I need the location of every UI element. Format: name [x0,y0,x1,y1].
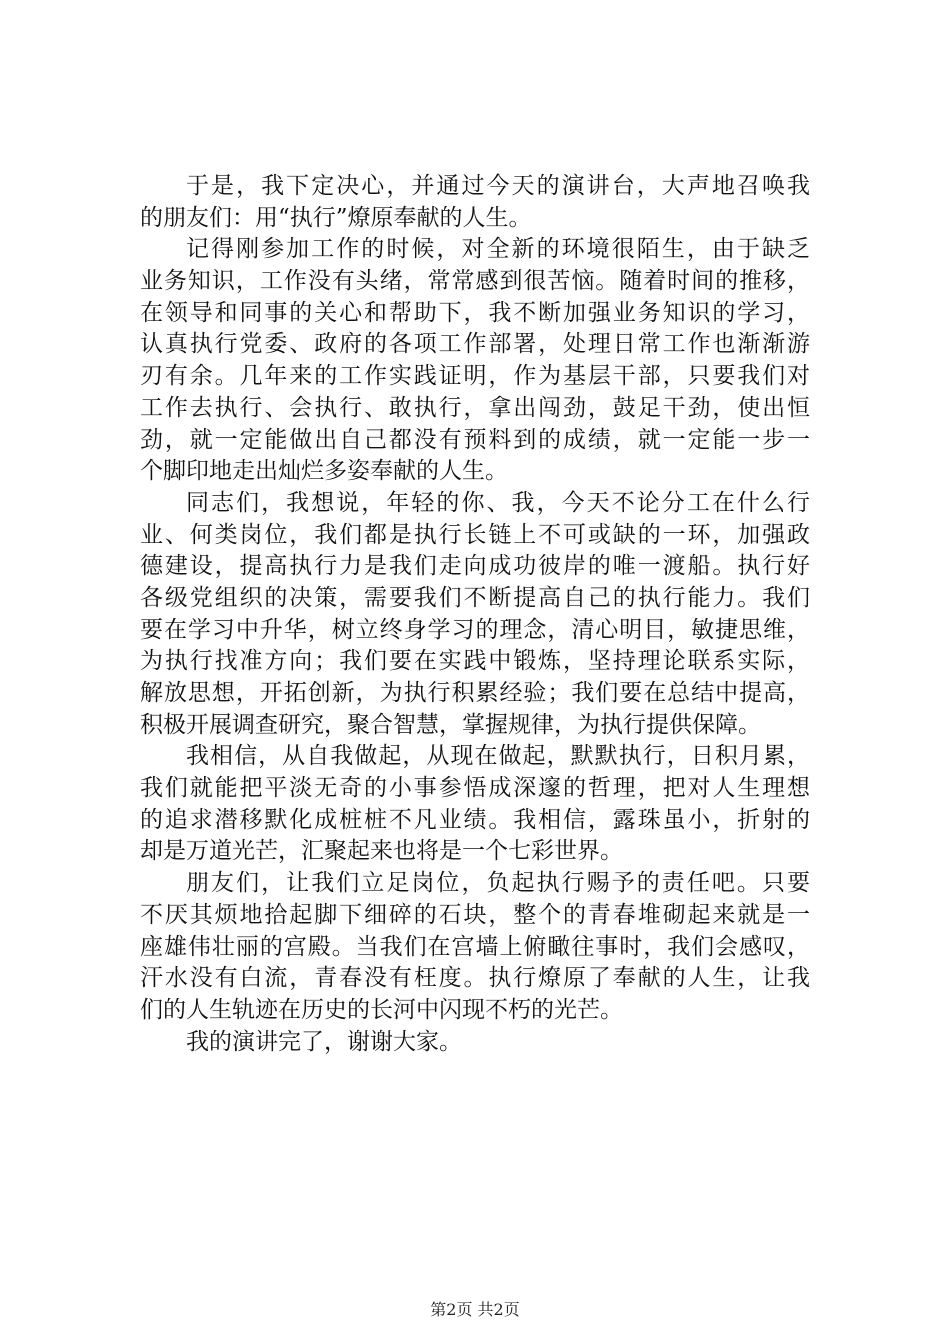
page-footer: 第2页 共2页 [430,1300,520,1319]
text-line: 我们就能把平淡无奇的小事参悟成深邃的哲理，把对人生理想 [140,775,810,802]
text-line: 却是万道光芒，汇聚起来也将是一个七彩世界。 [140,838,623,865]
text-line: 要在学习中升华，树立终身学习的理念，清心明目，敏捷思维， [140,616,810,643]
text-line: 德建设，提高执行力是我们走向成功彼岸的唯一渡船。执行好 [140,553,810,580]
text-line: 刃有余。几年来的工作实践证明，作为基层干部，只要我们对 [140,363,810,390]
text-line: 个脚印地走出灿烂多姿奉献的人生。 [140,458,508,485]
text-line: 在领导和同事的关心和帮助下，我不断加强业务知识的学习， [140,299,810,326]
text-line: 朋友们，让我们立足岗位，负起执行赐予的责任吧。只要 [186,870,810,897]
text-line: 于是，我下定决心，并通过今天的演讲台，大声地召唤我 [186,173,810,199]
text-line: 工作去执行、会执行、敢执行，拿出闯劲，鼓足干劲，使出恒 [140,394,810,421]
text-line: 座雄伟壮丽的宫殿。当我们在宫墙上俯瞰往事时，我们会感叹， [140,933,810,960]
text-line: 我的演讲完了，谢谢大家。 [186,1028,462,1055]
text-line: 劲，就一定能做出自己都没有预料到的成绩，就一定能一步一 [140,426,810,453]
text-line: 的朋友们：用“执行”燎原奉献的人生。 [140,204,532,231]
text-line: 认真执行党委、政府的各项工作部署，处理日常工作也渐渐游 [140,331,810,358]
text-line: 汗水没有白流，青春没有枉度。执行燎原了奉献的人生，让我 [140,965,810,992]
text-line: 记得刚参加工作的时候，对全新的环境很陌生，由于缺乏 [186,236,810,263]
document-body [140,171,810,1058]
text-line: 我相信，从自我做起，从现在做起，默默执行，日积月累， [186,743,810,770]
text-line: 不厌其烦地拾起脚下细碎的石块，整个的青春堆砌起来就是一 [140,901,810,928]
text-line: 业、何类岗位，我们都是执行长链上不可或缺的一环，加强政 [140,521,810,548]
text-line: 们的人生轨迹在历史的长河中闪现不朽的光芒。 [140,996,623,1023]
text-line: 解放思想，开拓创新，为执行积累经验；我们要在总结中提高， [140,680,810,706]
text-line: 的追求潜移默化成桩桩不凡业绩。我相信，露珠虽小，折射的 [140,806,810,833]
text-line: 同志们，我想说，年轻的你、我，今天不论分工在什么行 [186,489,810,516]
text-line: 为执行找准方向；我们要在实践中锻炼，坚持理论联系实际， [140,648,810,675]
text-line: 业务知识，工作没有头绪，常常感到很苦恼。随着时间的推移， [140,268,810,295]
text-line: 积极开展调查研究，聚合智慧，掌握规律，为执行提供保障。 [140,711,761,738]
text-line: 各级党组织的决策，需要我们不断提高自己的执行能力。我们 [140,584,810,611]
